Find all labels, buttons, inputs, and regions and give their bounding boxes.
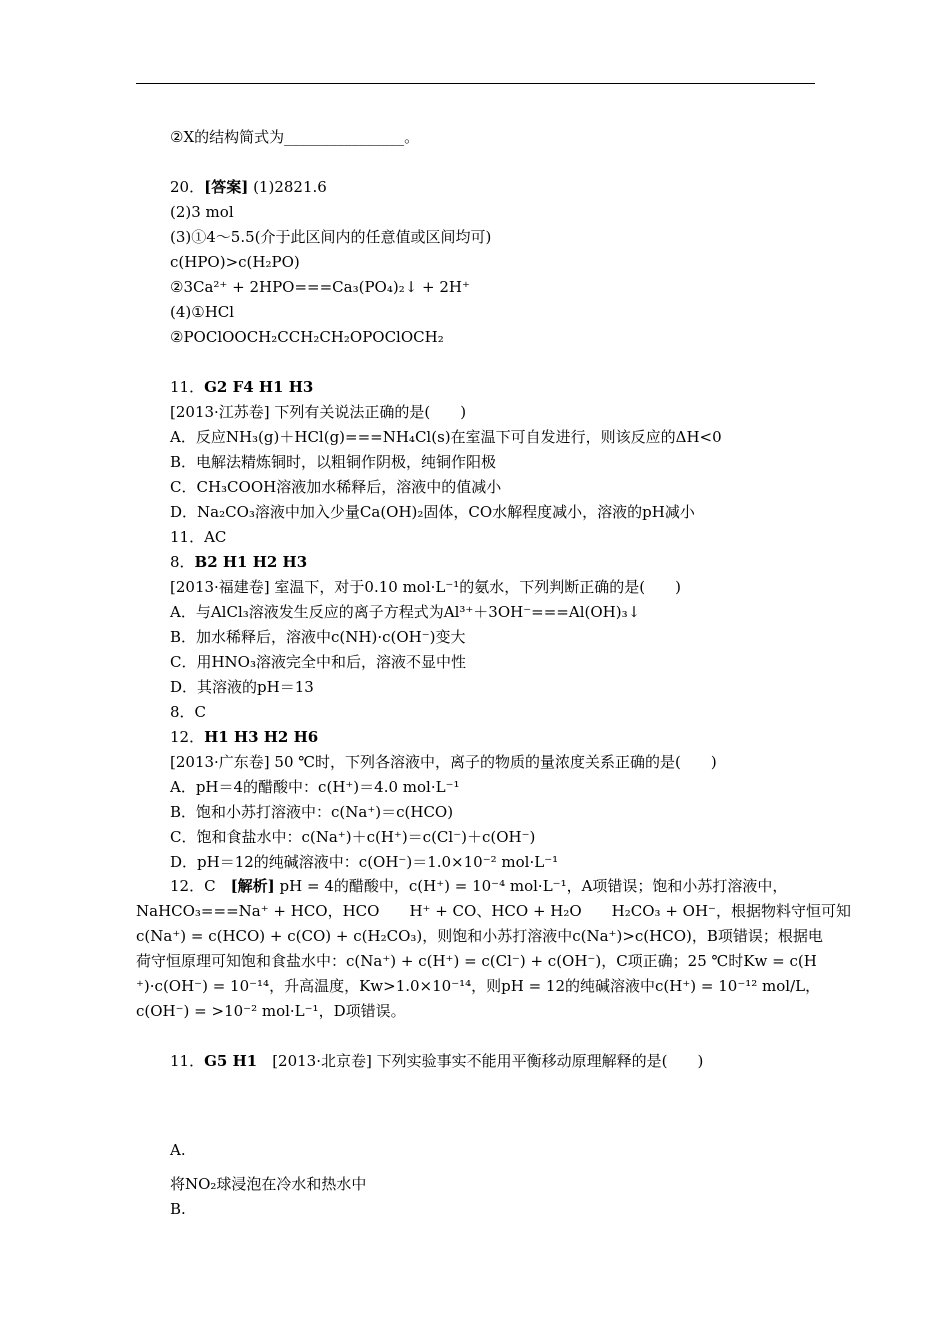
explanation-answer: 12．C — [170, 877, 231, 895]
explanation-line-4: 荷守恒原理可知饱和食盐水中：c(Na⁺) + c(H⁺) = c(Cl⁻) + c(OH⁻)，C项正确；25 ℃时Kw = c(H — [136, 952, 817, 970]
option-c: C．饱和食盐水中：c(Na⁺)＋c(H⁺)＝c(Cl⁻)＋c(OH⁻) — [170, 828, 536, 846]
explanation-line-3: c(Na⁺) = c(HCO) + c(CO) + c(H₂CO₃)，则饱和小苏打溶液中c(Na⁺)>c(HCO)，B项错误；根据电 — [136, 927, 823, 945]
answer-20-line-2: (2)3 mol — [170, 203, 234, 221]
answer-tag: [答案] — [204, 178, 249, 196]
option-b-label: B. — [170, 1200, 186, 1218]
option-d: D．pH＝12的纯碱溶液中：c(OH⁻)＝1.0×10⁻² mol·L⁻¹ — [170, 853, 559, 871]
answer-20-line-7: ②POClOOCH₂CCH₂CH₂OPOClOCH₂ — [170, 328, 444, 346]
explanation-line-1 — [170, 876, 787, 896]
answer-20-line-4: c(HPO)>c(H₂PO) — [170, 253, 300, 271]
answer-20-part-1: (1)2821.6 — [248, 178, 327, 196]
answer-20-line-6: (4)①HCl — [170, 303, 235, 321]
question-answer: 8．C — [170, 703, 207, 721]
option-a: A．与AlCl₃溶液发生反应的离子方程式为Al³⁺＋3OH⁻===Al(OH)₃↓ — [170, 603, 641, 621]
option-d: D．Na₂CO₃溶液中加入少量Ca(OH)₂固体，CO水解程度减小，溶液的pH减小 — [170, 503, 695, 521]
question-stem: [2013·北京卷] 下列实验事实不能用平衡移动原理解释的是( ) — [257, 1052, 704, 1070]
option-d: D．其溶液的pH＝13 — [170, 678, 314, 696]
question-11-beijing-header — [170, 1051, 703, 1071]
option-a: A．pH＝4的醋酸中：c(H⁺)＝4.0 mol·L⁻¹ — [170, 778, 460, 796]
q-x-structure: ②X的结构简式为________________。 — [170, 128, 420, 146]
option-b: B．饱和小苏打溶液中：c(Na⁺)＝c(HCO) — [170, 803, 454, 821]
option-b: B．电解法精炼铜时，以粗铜作阴极，纯铜作阳极 — [170, 453, 497, 471]
explanation-text: pH = 4的醋酸中，c(H⁺) = 10⁻⁴ mol·L⁻¹，A项错误；饱和小苏打溶液中， — [274, 877, 788, 895]
option-a-label: A. — [170, 1141, 186, 1159]
option-a: A．反应NH₃(g)＋HCl(g)===NH₄Cl(s)在室温下可自发进行，则该反应的ΔH<0 — [170, 428, 722, 446]
option-a-text: 将NO₂球浸泡在冷水和热水中 — [170, 1175, 367, 1193]
question-tags: G2 F4 H1 H3 — [204, 378, 314, 396]
question-12-header — [170, 727, 318, 747]
answer-20-line-1 — [170, 177, 327, 197]
question-answer: 11．AC — [170, 528, 227, 546]
explanation-line-6: c(OH⁻) = >10⁻² mol·L⁻¹，D项错误。 — [136, 1002, 406, 1020]
question-number: 11． — [170, 1052, 205, 1070]
answer-20-number: 20． — [170, 178, 205, 196]
question-8-header — [170, 552, 307, 572]
question-stem: [2013·广东卷] 50 ℃时，下列各溶液中，离子的物质的量浓度关系正确的是( ) — [170, 753, 717, 771]
explanation-line-2: NaHCO₃===Na⁺ + HCO，HCO H⁺ + CO、HCO + H₂O H₂CO₃ + OH⁻，根据物料守恒可知 — [136, 902, 851, 920]
question-tags: B2 H1 H2 H3 — [194, 553, 308, 571]
question-stem: [2013·福建卷] 室温下，对于0.10 mol·L⁻¹的氨水，下列判断正确的是( ) — [170, 578, 681, 596]
question-tags: H1 H3 H2 H6 — [204, 728, 319, 746]
question-number: 12． — [170, 728, 205, 746]
header-rule — [136, 83, 815, 84]
question-number: 11． — [170, 378, 205, 396]
question-11-header — [170, 377, 313, 397]
question-number: 8． — [170, 553, 195, 571]
explanation-tag: [解析] — [230, 877, 275, 895]
question-stem: [2013·江苏卷] 下列有关说法正确的是( ) — [170, 403, 467, 421]
option-c: C．CH₃COOH溶液加水稀释后，溶液中的值减小 — [170, 478, 502, 496]
option-b: B．加水稀释后，溶液中c(NH)·c(OH⁻)变大 — [170, 628, 466, 646]
answer-20-line-5: ②3Ca²⁺ + 2HPO===Ca₃(PO₄)₂↓ + 2H⁺ — [170, 278, 470, 296]
option-c: C．用HNO₃溶液完全中和后，溶液不显中性 — [170, 653, 466, 671]
explanation-line-5: ⁺)·c(OH⁻) = 10⁻¹⁴，升高温度，Kw>1.0×10⁻¹⁴，则pH = 12的纯碱溶液中c(H⁺) = 10⁻¹² mol/L， — [136, 977, 821, 995]
answer-20-line-3: (3)①4～5.5(介于此区间内的任意值或区间均可) — [170, 228, 492, 246]
question-tags: G5 H1 — [204, 1052, 258, 1070]
